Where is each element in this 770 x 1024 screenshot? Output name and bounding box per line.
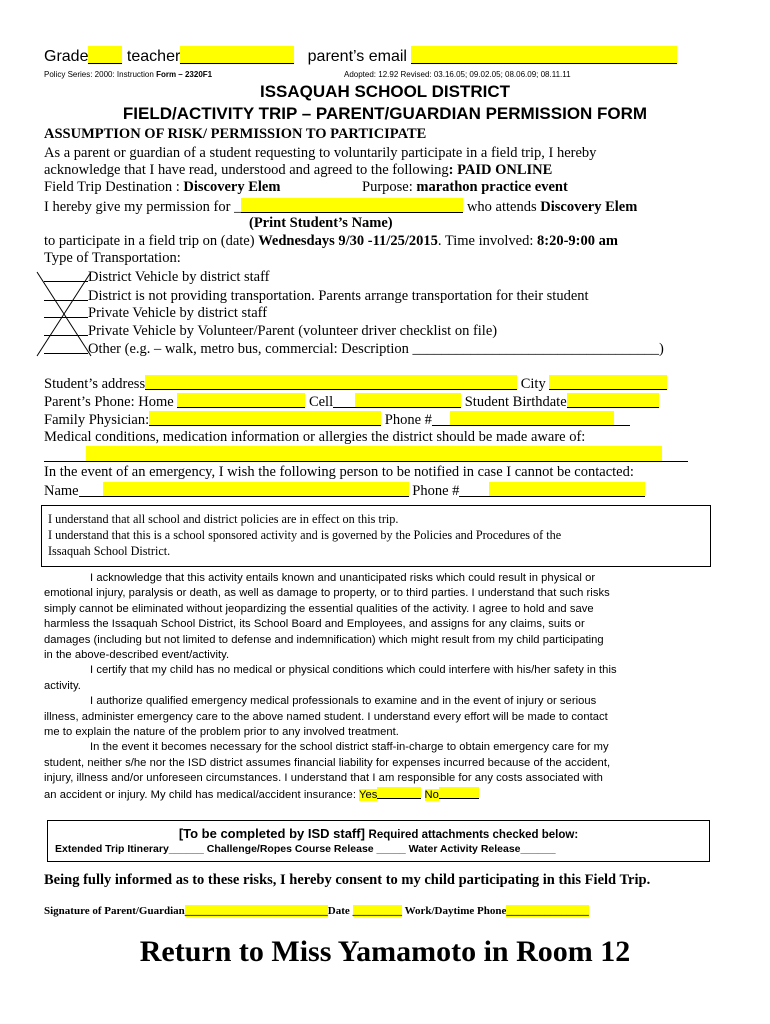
signature-row xyxy=(44,905,589,917)
assumption-line-2 xyxy=(44,162,552,179)
transport-option-label: District Vehicle by district staff xyxy=(88,269,270,285)
authorize-line-1-text: I authorize qualified emergency medical professionals to examine and in the event of injury or serious xyxy=(90,695,597,708)
policy-box-line-2: I understand that this is a school sponsored activity and is governed by the Policies and Procedures of the xyxy=(48,528,562,542)
insurance-line xyxy=(44,787,689,803)
transport-option-label: Private Vehicle by Volunteer/Parent (volunteer driver checklist on file) xyxy=(88,323,498,339)
purpose-label: Purpose: xyxy=(362,179,413,195)
risk-line-2: emotional injury, paralysis or death, as well as damage to property, or to third parties. I understand that such risks xyxy=(44,587,610,600)
insurance-no-label: No xyxy=(424,788,439,801)
print-name-caption xyxy=(249,215,393,232)
address-row xyxy=(44,375,667,393)
cell-phone-field[interactable] xyxy=(355,393,461,408)
purpose-value: marathon practice event xyxy=(416,179,568,195)
authorize-line-3: me to explain the nature of the problem prior to any involved treatment. xyxy=(44,726,399,739)
form-number: Form – 2320F1 xyxy=(156,70,213,79)
transport-option-label: District is not providing transportation. Parents arrange transportation for their student xyxy=(88,288,589,304)
physician-phone-blank-tail xyxy=(614,411,630,426)
physician-label: Family Physician: xyxy=(44,412,150,428)
insurance-yes-label: Yes xyxy=(358,788,378,801)
adopted-revised: Adopted: 12.92 Revised: 03.16.05; 09.02.05; 08.06.09; 08.11.11 xyxy=(344,70,571,79)
physician-row xyxy=(44,411,630,429)
paid-online-note: : PAID ONLINE xyxy=(448,162,553,178)
city-label: City xyxy=(520,376,546,392)
physician-phone-label: Phone # xyxy=(384,412,432,428)
permission-row xyxy=(44,198,637,216)
signature-field[interactable]: __________________________ xyxy=(184,905,328,917)
assumption-line-1: As a parent or guardian of a student requesting to voluntarily participate in a field trip, I hereby xyxy=(44,145,597,161)
birthdate-label: Student Birthdate xyxy=(464,394,567,410)
print-name-label: (Print Student’s Name) xyxy=(249,215,393,231)
staff-box-attachments: Extended Trip Itinerary______ Challenge/Ropes Course Release _____ Water Activity Release______ xyxy=(55,843,556,855)
insurance-no-field[interactable] xyxy=(439,787,479,799)
parent-email-label: parent’s email xyxy=(307,48,407,65)
transport-option-label: Other (e.g. – walk, metro bus, commercial: Description __________________________________) xyxy=(88,341,664,357)
time-value: 8:20-9:00 am xyxy=(536,233,618,249)
policy-acknowledgement-box xyxy=(41,505,711,567)
physician-phone-field[interactable] xyxy=(450,411,614,426)
policy-series: Policy Series: 2000: Instruction xyxy=(44,70,154,79)
emergency-name-blank-lead xyxy=(79,482,103,497)
policy-info-line xyxy=(44,70,734,79)
assumption-heading: ASSUMPTION OF RISK/ PERMISSION TO PARTICIPATE xyxy=(44,126,427,142)
teacher-label: teacher xyxy=(126,48,181,65)
certify-line-1-text: I certify that my child has no medical or physical conditions which could interfere with his/her safety in this xyxy=(90,664,617,677)
signature-date-label: Date xyxy=(327,905,350,917)
emergency-name-label: Name xyxy=(44,483,79,499)
address-field[interactable] xyxy=(145,375,517,390)
work-phone-field[interactable]: _______________ xyxy=(506,905,589,917)
staff-use-box xyxy=(47,820,710,862)
birthdate-field[interactable] xyxy=(567,393,659,408)
address-label: Student’s address xyxy=(44,376,146,392)
emergency-name-field[interactable] xyxy=(103,482,409,497)
policy-box-line-3: Issaquah School District. xyxy=(48,544,171,558)
policy-box-line-1: I understand that all school and district policies are in effect on this trip. xyxy=(48,512,399,526)
staff-box-title-rest: Required attachments checked below: xyxy=(368,829,579,841)
insurance-label: an accident or injury. My child has medical/accident insurance: xyxy=(44,788,356,801)
risk-line-1 xyxy=(44,571,689,586)
risk-line-3: simply cannot be eliminated without jeopardizing the essential qualities of the activity. I agree to hold and save xyxy=(44,602,594,615)
permission-blank-lead: _ xyxy=(234,199,242,215)
transport-option-parents-arrange[interactable] xyxy=(44,287,589,305)
emergency-phone-blank-lead xyxy=(459,482,489,497)
destination-value: Discovery Elem xyxy=(183,179,281,195)
parent-email-field[interactable] xyxy=(411,46,677,64)
district-title: ISSAQUAH SCHOOL DISTRICT xyxy=(260,82,510,101)
destination-row xyxy=(44,179,280,196)
physician-phone-blank-lead xyxy=(432,411,450,426)
grade-label: Grade xyxy=(44,48,89,65)
form-title: FIELD/ACTIVITY TRIP – PARENT/GUARDIAN PERMISSION FORM xyxy=(122,104,648,123)
cell-blank-lead xyxy=(333,393,355,408)
transport-label: Type of Transportation: xyxy=(44,250,181,266)
permission-label: I hereby give my permission for xyxy=(44,199,231,215)
emergency-label: In the event of an emergency, I wish the following person to be notified in case I cannot be contacted: xyxy=(44,464,634,480)
date-row xyxy=(44,233,618,250)
liability-line-2: student, neither s/he nor the ISD district assumes financial liability for expenses incurred because of the accident, xyxy=(44,756,611,769)
medical-label: Medical conditions, medication information or allergies the district should be made aware of: xyxy=(44,429,586,445)
risk-line-4: harmless the Issaquah School District, its School Board and Employees, and assigns for any claims, suits or xyxy=(44,618,585,631)
date-value: Wednesdays 9/30 -11/25/2015 xyxy=(258,233,438,249)
medical-field[interactable] xyxy=(86,446,662,461)
certify-line-2: activity. xyxy=(44,679,81,692)
transport-option-volunteer[interactable] xyxy=(44,322,497,340)
work-phone-label: Work/Daytime Phone xyxy=(404,905,507,917)
emergency-phone-label: Phone # xyxy=(412,483,460,499)
attends-label: who attends xyxy=(466,199,537,215)
physician-field[interactable] xyxy=(149,411,381,426)
consent-statement: Being fully informed as to these risks, I hereby consent to my child participating in this Field Trip. xyxy=(44,872,651,888)
parent-phone-row xyxy=(44,393,659,411)
risk-line-6: in the above-described event/activity. xyxy=(44,649,230,662)
risk-paragraph xyxy=(44,571,689,803)
signature-date-field[interactable]: _________ xyxy=(352,905,403,917)
medical-line xyxy=(44,446,688,462)
certify-line-1 xyxy=(44,663,689,678)
liability-line-1 xyxy=(44,740,689,755)
header-fields-line xyxy=(44,46,677,66)
risk-line-5: damages (including but not limited to defense and indemnification) which might result from my child participating xyxy=(44,633,604,646)
city-field[interactable] xyxy=(549,375,667,390)
attends-school: Discovery Elem xyxy=(540,199,638,215)
teacher-field[interactable] xyxy=(180,46,294,64)
insurance-yes-field[interactable] xyxy=(377,787,421,799)
time-label: . Time involved: xyxy=(437,233,534,249)
liability-line-1-text: In the event it becomes necessary for the school district staff-in-charge to obtain emergency care for my xyxy=(90,741,609,754)
authorize-line-2: illness, administer emergency care to the above named student. I understand every effort will be made to contact xyxy=(44,710,608,723)
liability-line-3: injury, illness and/or unforeseen circumstances. I understand that I am responsible for any costs associated with xyxy=(44,772,603,785)
home-phone-field[interactable] xyxy=(177,393,305,408)
return-instructions: Return to Miss Yamamoto in Room 12 xyxy=(139,935,631,968)
assumption-line-2-text: acknowledge that I have read, understood and agreed to the following xyxy=(44,162,449,178)
transport-option-other[interactable] xyxy=(44,340,664,358)
purpose-row xyxy=(362,179,568,196)
signature-label: Signature of Parent/Guardian xyxy=(44,905,185,917)
staff-box-title xyxy=(48,826,709,841)
authorize-line-1 xyxy=(44,694,689,709)
date-label: to participate in a field trip on (date) xyxy=(44,233,255,249)
transport-option-label: Private Vehicle by district staff xyxy=(88,305,268,321)
emergency-phone-field[interactable] xyxy=(489,482,645,497)
cell-label: Cell xyxy=(308,394,334,410)
student-name-field[interactable] xyxy=(241,198,463,213)
risk-line-1-text: I acknowledge that this activity entails known and unanticipated risks which could result in physical or xyxy=(90,572,596,584)
staff-box-title-bold: [To be completed by ISD staff] xyxy=(178,826,365,841)
grade-field[interactable] xyxy=(88,46,122,64)
cross-out-mark-icon xyxy=(33,268,95,360)
emergency-name-row xyxy=(44,482,645,500)
destination-label: Field Trip Destination : xyxy=(44,179,180,195)
parent-phone-label: Parent’s Phone: Home xyxy=(44,394,174,410)
